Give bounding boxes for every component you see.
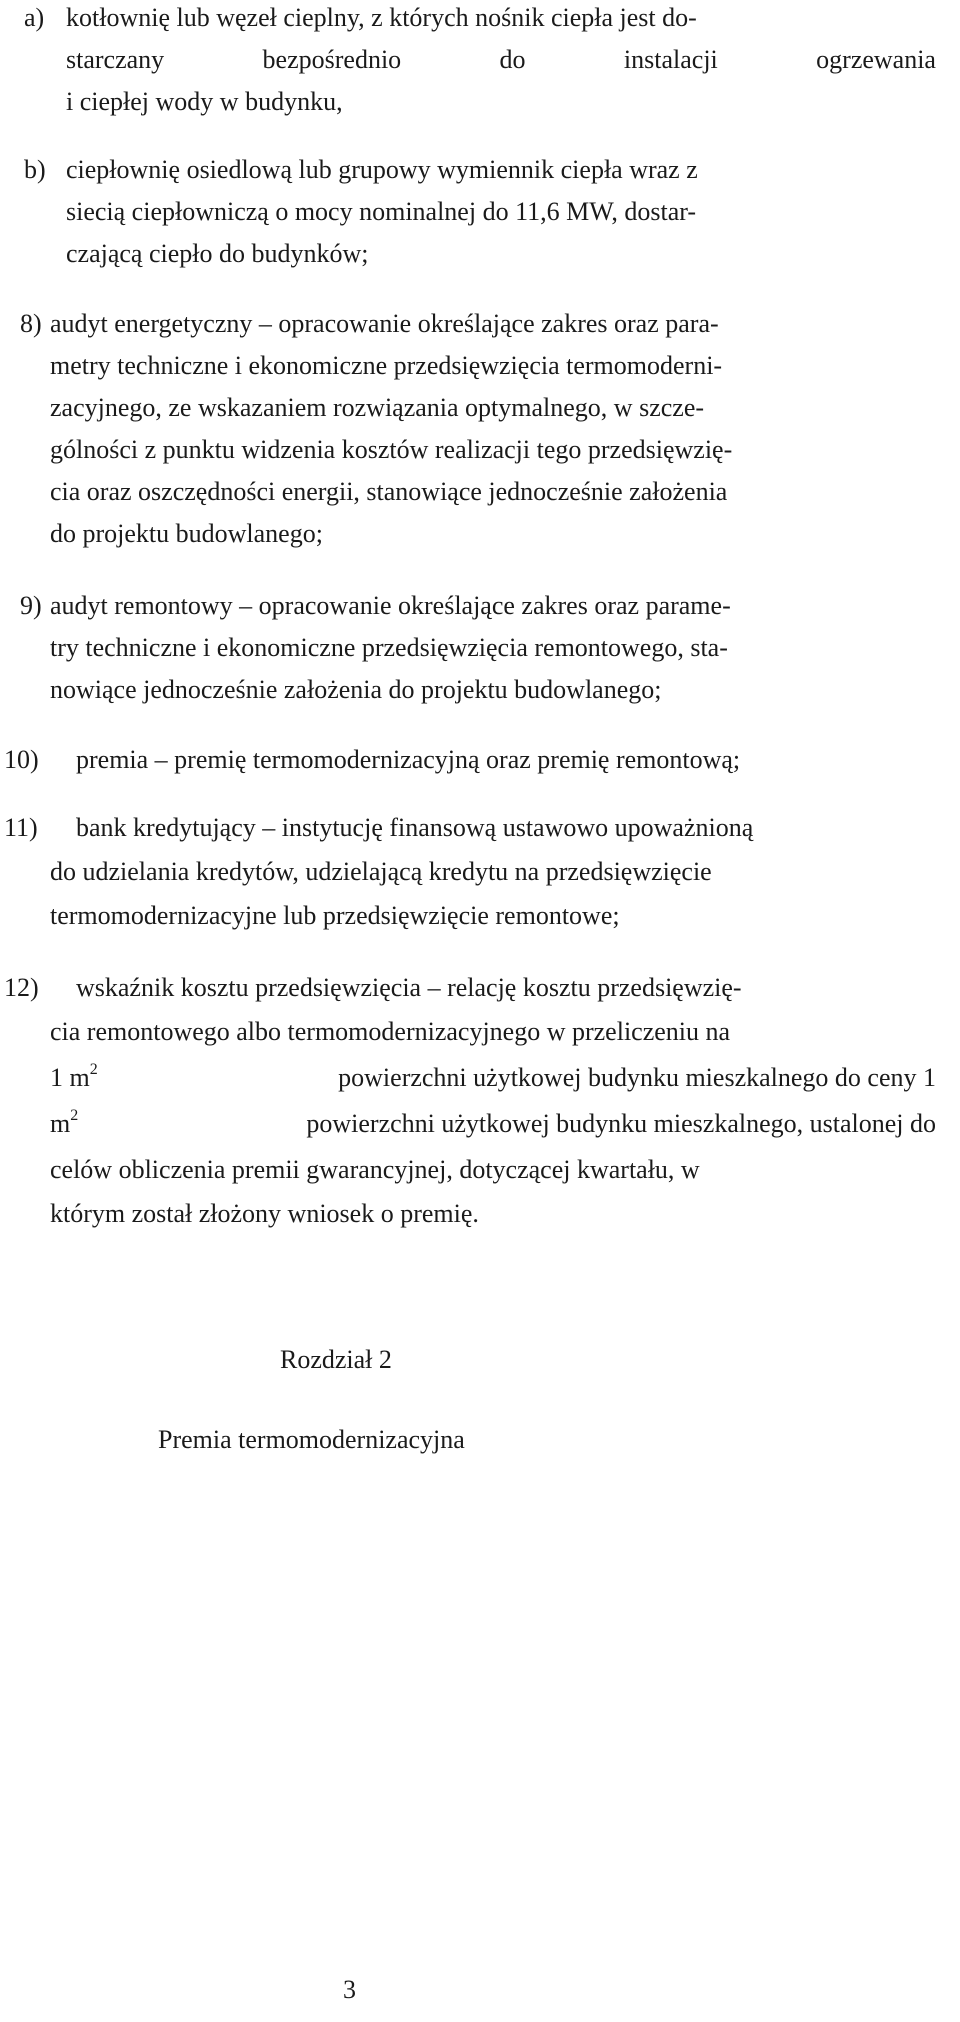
item-8-line-3: zacyjnego, ze wskazaniem rozwiązania optymalnego, w szcze-: [50, 393, 705, 422]
item-a-marker: a): [24, 3, 45, 32]
item-a-line-2: [66, 44, 936, 76]
unit-m2: [50, 1062, 98, 1094]
chapter-title: Premia termomodernizacyjna: [158, 1425, 465, 1454]
item-b-line-1: ciepłownię osiedlową lub grupowy wymiennik ciepła wraz z: [66, 155, 698, 184]
item-11-line-3: termomodernizacyjne lub przedsięwzięcie remontowe;: [50, 901, 620, 930]
item-8-line-2: metry techniczne i ekonomiczne przedsięwzięcia termomoderni-: [50, 351, 723, 380]
item-11-line-1: bank kredytujący – instytucję finansową ustawowo upoważnioną: [76, 813, 754, 842]
item-10-marker: 10): [4, 745, 39, 774]
item-9-line-2: try techniczne i ekonomiczne przedsięwzięcia remontowego, sta-: [50, 633, 728, 662]
word: do: [499, 45, 526, 74]
item-b-line-2: siecią ciepłowniczą o mocy nominalnej do 11,6 MW, dostar-: [66, 197, 697, 226]
superscript: 2: [89, 1061, 98, 1078]
word: ogrzewania: [816, 45, 936, 74]
item-12-line-4: [50, 1108, 936, 1140]
item-8-line-4: gólności z punktu widzenia kosztów realizacji tego przedsięwzię-: [50, 435, 733, 464]
item-12-line-1: wskaźnik kosztu przedsięwzięcia – relację kosztu przedsięwzię-: [76, 973, 742, 1002]
item-12-line-3: [50, 1062, 936, 1094]
line-4-rest: powierzchni użytkowej budynku mieszkalnego, ustalonej do: [306, 1109, 936, 1138]
unit-m: m: [50, 1109, 71, 1138]
item-b-line-3: czającą ciepło do budynków;: [66, 239, 369, 268]
item-12-line-2: cia remontowego albo termomodernizacyjnego w przeliczeniu na: [50, 1017, 731, 1046]
item-12-line-6: którym został złożony wniosek o premię.: [50, 1199, 479, 1228]
item-8-line-6: do projektu budowlanego;: [50, 519, 323, 548]
item-9-line-1: audyt remontowy – opracowanie określające zakres oraz parame-: [50, 591, 731, 620]
item-b-marker: b): [24, 155, 46, 184]
word: instalacji: [623, 45, 718, 74]
unit-m: 1 m: [50, 1063, 90, 1092]
item-8-line-1: audyt energetyczny – opracowanie określające zakres oraz para-: [50, 309, 719, 338]
line-3-rest: powierzchni użytkowej budynku mieszkalnego do ceny 1: [338, 1063, 936, 1092]
page-number: 3: [343, 1975, 356, 2004]
item-9-marker: 9): [20, 591, 42, 620]
item-11-line-2: do udzielania kredytów, udzielającą kredytu na przedsięwzięcie: [50, 857, 712, 886]
word: bezpośrednio: [262, 45, 402, 74]
item-8-marker: 8): [20, 309, 42, 338]
item-a-line-3: i ciepłej wody w budynku,: [66, 87, 343, 116]
chapter-number: Rozdział 2: [280, 1345, 392, 1374]
item-11-marker: 11): [4, 813, 38, 842]
item-12-line-5: celów obliczenia premii gwarancyjnej, dotyczącej kwartału, w: [50, 1155, 700, 1184]
superscript: 2: [70, 1107, 79, 1124]
item-a-line-1: kotłownię lub węzeł cieplny, z których nośnik ciepła jest do-: [66, 3, 697, 32]
word: starczany: [66, 45, 165, 74]
item-12-marker: 12): [4, 973, 39, 1002]
item-10-line-1: premia – premię termomodernizacyjną oraz premię remontową;: [76, 745, 741, 774]
unit-m2: [50, 1108, 78, 1140]
item-9-line-3: nowiące jednocześnie założenia do projektu budowlanego;: [50, 675, 662, 704]
item-8-line-5: cia oraz oszczędności energii, stanowiące jednocześnie założenia: [50, 477, 728, 506]
